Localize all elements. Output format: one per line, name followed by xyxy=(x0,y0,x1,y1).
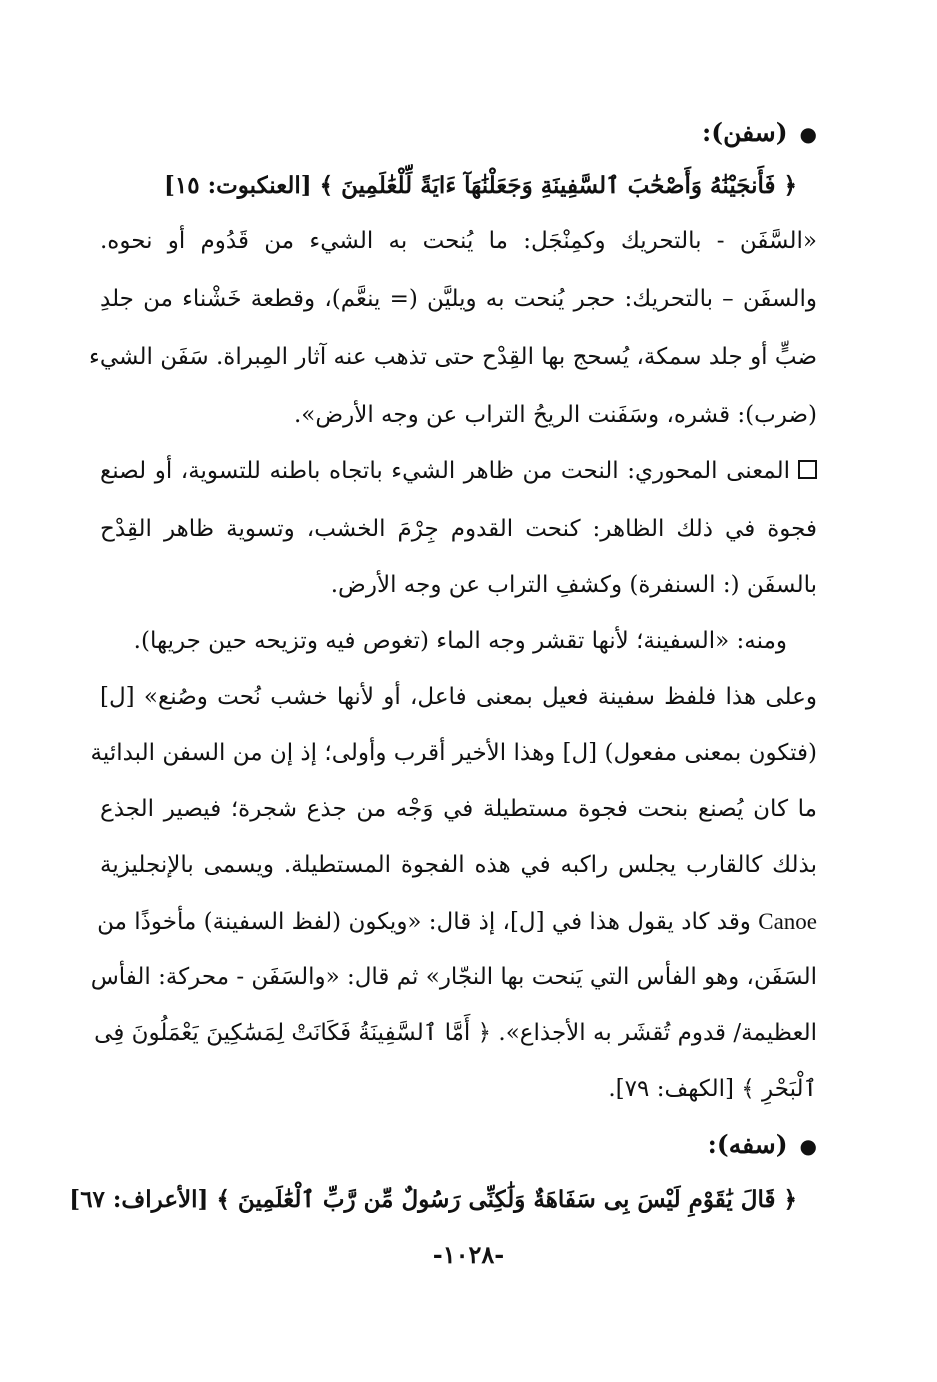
quran-verse-araf: ﴿ قَالَ يَٰقَوْمِ لَيْسَ بِى سَفَاهَةٌ وَلَٰكِنِّى رَسُولٌ مِّن رَّبِّ ٱلْعَٰلَمِينَ ﴾ [الأعراف: ٦٧] xyxy=(69,1186,797,1213)
paragraph-line-7: السَفَن، وهو الفأس التي يَنحت بها النجّار» ثم قال: «والسَفَن - محركة: الفأس xyxy=(90,964,817,990)
paragraph-line-8: العظيمة/ قدوم تُقشَر به الأجذاع». ﴿ أَمَّا ٱلسَّفِينَةُ فَكَانَتْ لِمَسَٰكِينَ يَعْمَلُونَ فِى xyxy=(94,1020,817,1046)
paragraph-line-5: بذلك كالقارب يجلس راكبه في هذه الفجوة المستطيلة. ويسمى بالإنجليزية xyxy=(100,852,817,878)
definition-line-2: والسفَن – بالتحريك: حجر يُنحت به ويليَّن (= ينعَّم)، وقطعة خَشْناء من جلدِ xyxy=(100,286,817,312)
paragraph-line-2: وعلى هذا فلفظ سفينة فعيل بمعنى فاعل، أو لأنها خشب نُحت وصُنع» [ل] xyxy=(100,684,817,710)
core-meaning-line-2: فجوة في ذلك الظاهر: كنحت القدوم جِرْمَ الخشب، وتسوية ظاهر القِدْح xyxy=(100,516,817,542)
paragraph-line-6: Canoe وقد كاد يقول هذا في [ل]، إذ قال: «ويكون (لفظ السفينة) مأخوذًا من xyxy=(97,909,817,935)
definition-line-4: (ضرب): قشره، وسَفَنت الريحُ التراب عن وجه الأرض». xyxy=(293,402,817,428)
page-number: -١٠٢٨- xyxy=(432,1240,505,1269)
paragraph-line-4: ما كان يُصنع بنحت فجوة مستطيلة في وَجْه من جذع شجرة؛ فيصير الجذع xyxy=(100,796,817,822)
square-icon xyxy=(798,460,817,479)
definition-line-1: «السَّفَن - بالتحريك وكمِنْجَل: ما يُنحت به الشيء من قَدُوم أو نحوه. xyxy=(100,228,817,254)
latin-word: Canoe xyxy=(758,909,817,934)
core-meaning-line-3: بالسفَن (: السنفرة) وكشفِ التراب عن وجه الأرض. xyxy=(330,572,817,598)
quran-verse-ankabut: ﴿ فَأَنجَيْنَٰهُ وَأَصْحَٰبَ ٱلسَّفِينَةِ وَجَعَلْنَٰهَآ ءَايَةً لِّلْعَٰلَمِينَ ﴾ [العنكبوت: ١٥] xyxy=(164,172,797,199)
paragraph-line-3: (فتكون بمعنى مفعول) [ل] وهذا الأخير أقرب وأولى؛ إذ إن من السفن البدائية xyxy=(90,740,817,766)
entry-heading-sfn: ●(سفن): xyxy=(702,118,817,147)
bullet-icon: ● xyxy=(799,1134,817,1158)
paragraph-line-1: ومنه: «السفينة؛ لأنها تقشر وجه الماء (تغوص فيه وتزيحه حين جريها). xyxy=(133,628,787,654)
core-meaning-line-1: المعنى المحوري: النحت من ظاهر الشيء باتجاه باطنه للتسوية، أو لصنع xyxy=(100,458,817,486)
entry-heading-sfh: ●(سفه): xyxy=(707,1130,817,1159)
paragraph-line-9: ٱلْبَحْرِ ﴾ [الكهف: ٧٩]. xyxy=(608,1076,817,1102)
bullet-icon: ● xyxy=(799,122,817,146)
definition-line-3: ضبٍّ أو جلد سمكة، يُسحج بها القِدْح حتى تذهب عنه آثار المِبراة. سَفَن الشيء xyxy=(89,344,817,370)
